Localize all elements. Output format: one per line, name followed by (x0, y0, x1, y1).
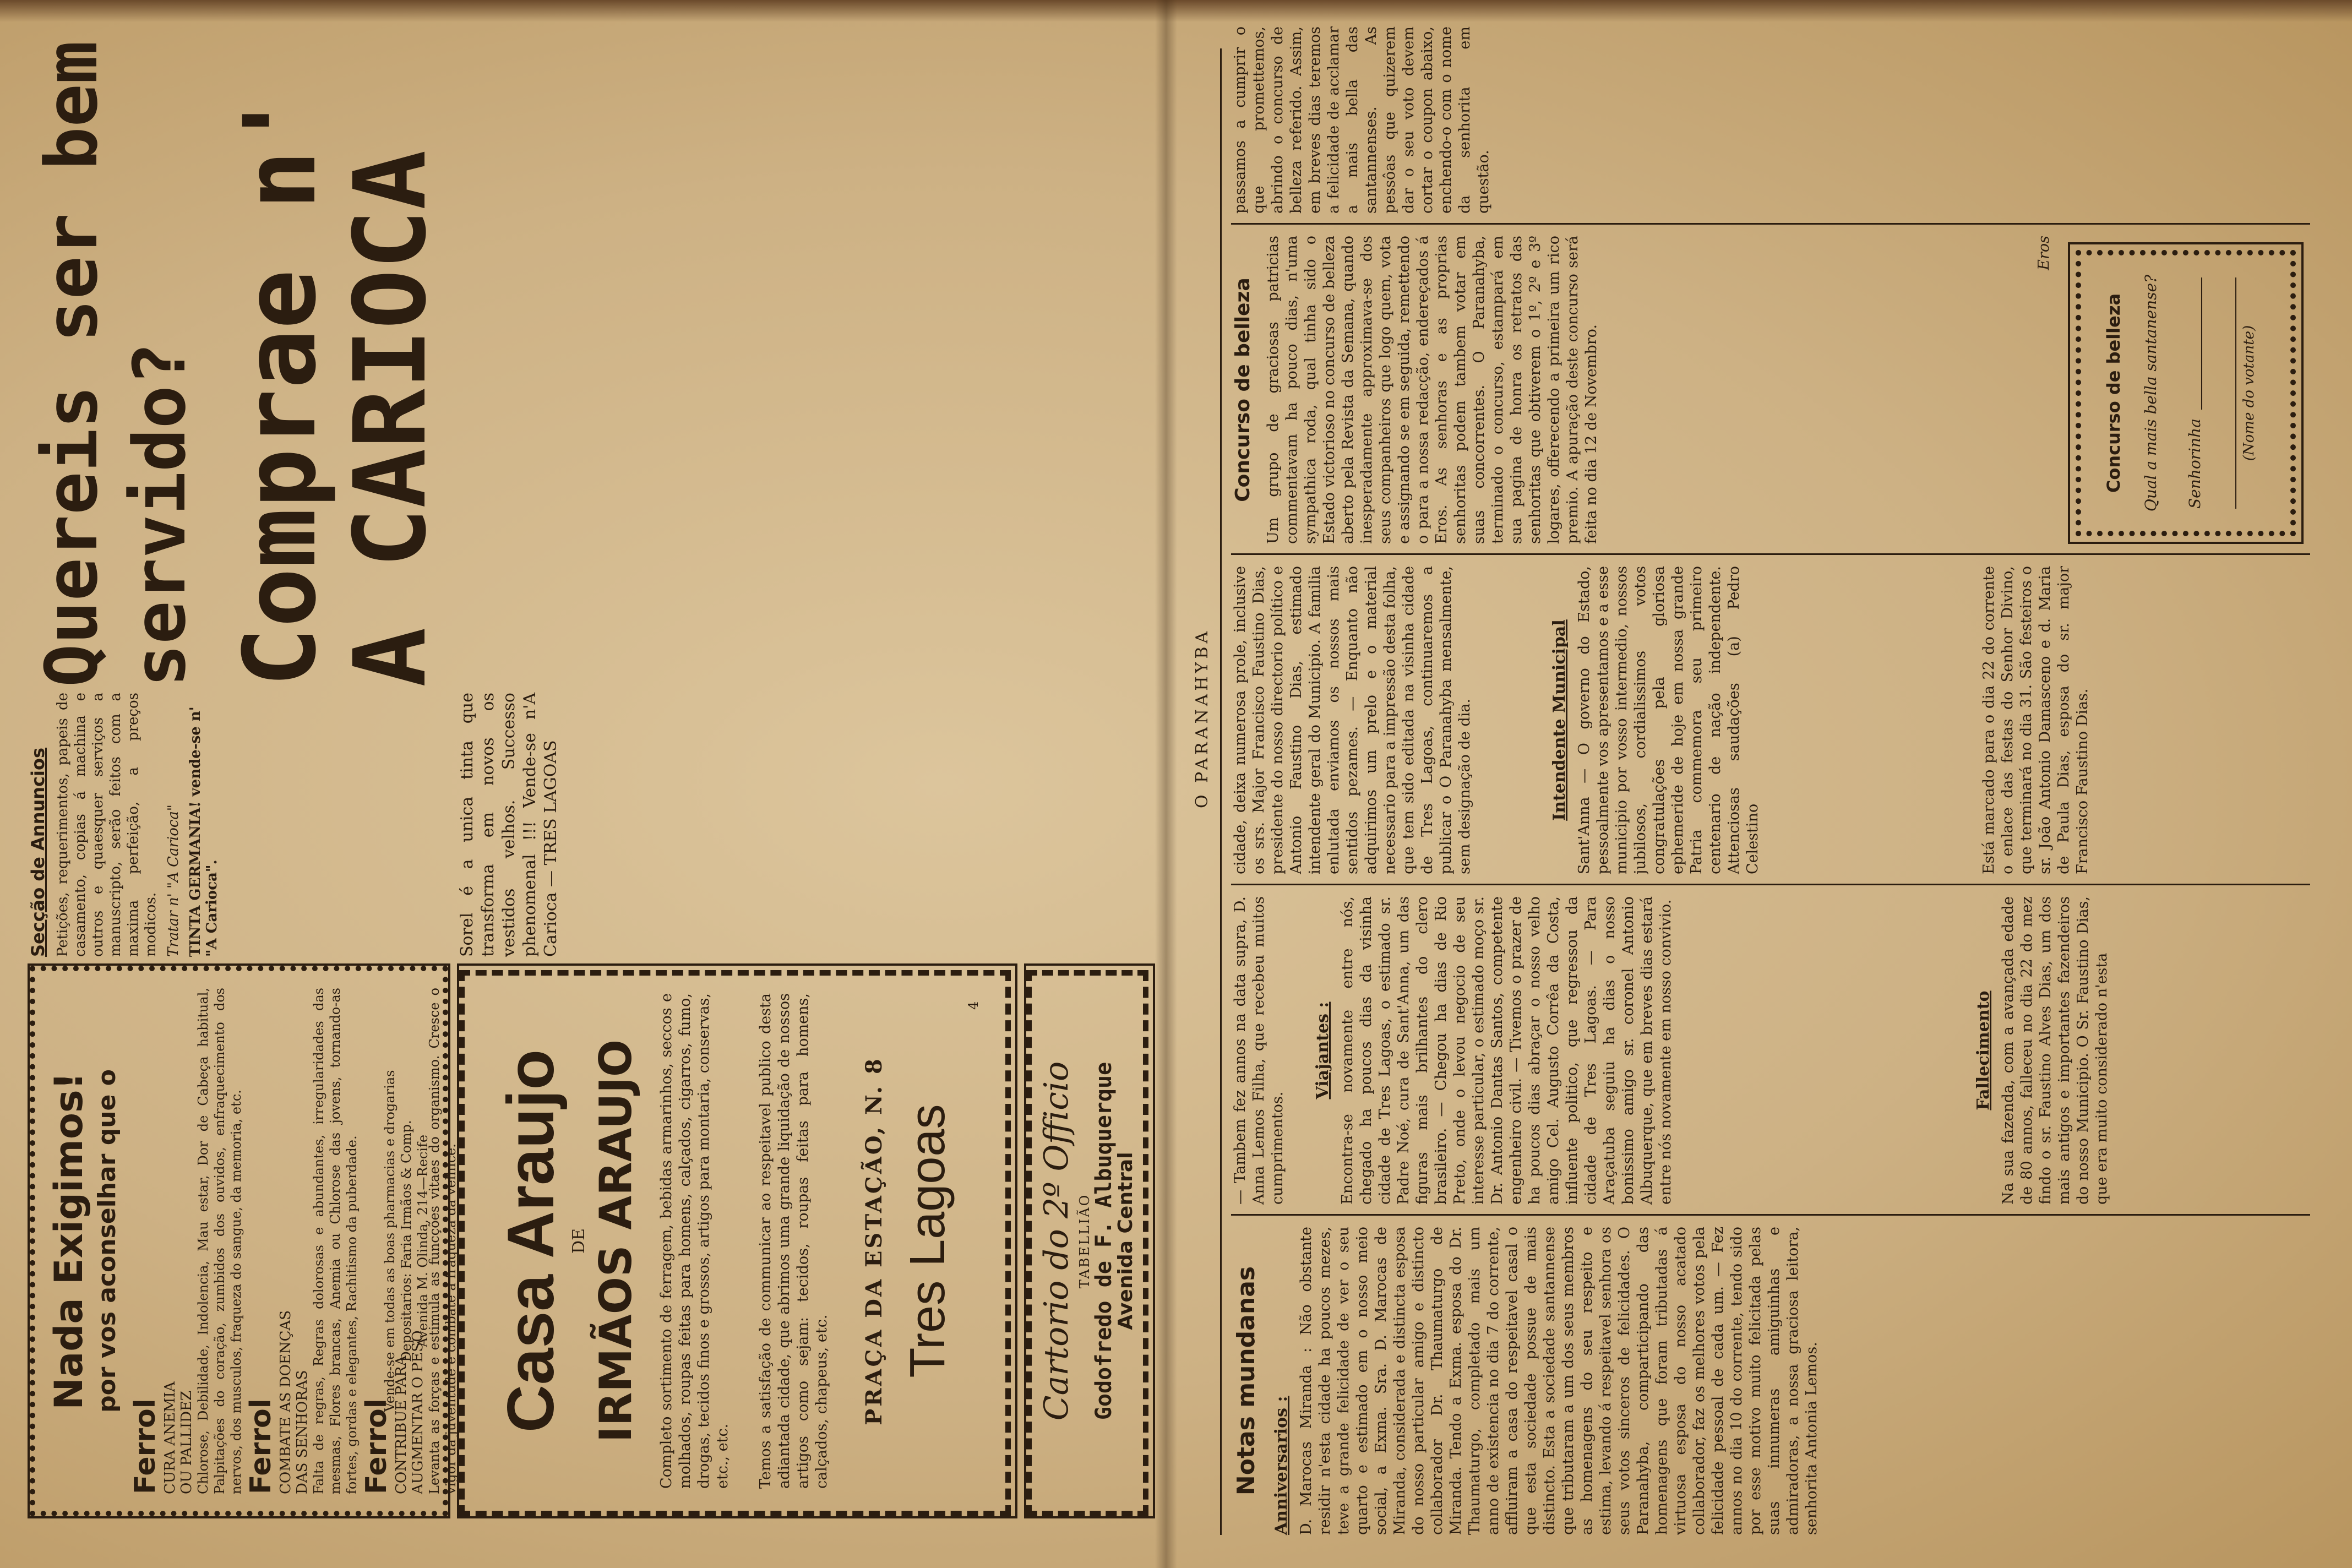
coupon-votante: (Nome do votante) (2241, 325, 2257, 461)
viajantes-text: Encontra-se novamente entre nós, chegado ha poucos dias da visinha cidade de Tres Lagoas, o estimado sr. Padre Noé, cura de Sant'Anna, um das figuras mais brilhantes do clero brasileiro. — Chegou ha dias de Rio Preto, onde o levou negocio de seu interesse particular, o estimado moço sr. Dr. Antonio Dantas Santos, competente engenheiro civil. — Tivemos o prazer de ha poucos dias abraçar o nosso velho amigo Cel. Augusto Corrêa da Costa, influente politico, que regressou da cidade de Tres Lagoas. — Para Araçatuba seguiu ha dias o nosso bonissimo amigo sr. coronel Antonio Albuquerque, que em breves dias estará entre nós novamente em nosso convivio. (1339, 896, 1674, 1205)
column-rule (1231, 553, 2310, 555)
secao-title: Secção de Annuncios (28, 747, 48, 957)
casa-owner: IRMÃOS ARAUJO (590, 1039, 641, 1443)
ferrol-brand: Ferrol (129, 1398, 162, 1494)
column-rule (1231, 1214, 2310, 1216)
ferrol-vende: Vende-se em todas as boas pharmacias e drogarias (382, 1070, 398, 1412)
coupon-line (2235, 277, 2236, 509)
col3-text: cidade, deixa numerosa prole, inclusive os srs. Major Francisco Faustino Dias, presidente do nosso directorio político e Antonio Faustino Dias, estimado intendente geral do Municipio. A familia enlutada enviamos os nossos mais sentidos pezames. — Enquanto não adquirimos um prelo e o material necessario para a impressão desta folha, que tem sido editada na visinha cidade de Tres Lagoas, continuaremos a publicar o O Paranahyba mensalmente, sem designação de dia. (1232, 566, 1473, 874)
coupon-question: Qual a mais bella santanense? (2142, 274, 2160, 512)
concurso-extra: passamos a cumprir o que promettemos, abrindo o concurso de belleza referido. Assim, em breves dias teremos a felicidade de acclamar a mais bella das santannenses. As pessôas que quizerem dar o seu voto devem cortar o coupon abaixo, enchendo-o com o nome da senhorita em questão. (1232, 26, 1492, 214)
ferrol-contribue2: AUGMENTAR O PESO (410, 1330, 426, 1494)
notas-title: Notas mundanas (1232, 1266, 1260, 1496)
ferrol-cura2: OU PALLIDEZ (178, 1390, 195, 1494)
casa-num: 4 (966, 1001, 981, 1010)
ferrol-text3: Levanta as forças e estimula as funcções vitaes do organismo. Cresce o vigor da juventude e combate a fraqueza da velhice. (427, 988, 459, 1494)
coupon-line (2201, 277, 2202, 410)
carioca-ad (28, 26, 1151, 687)
concurso-signature: Eros (2035, 236, 2052, 270)
right-half (1176, 0, 2352, 1568)
ferrol-combate1: COMBATE AS DOENÇAS (277, 1310, 294, 1494)
intendente-text: Sant'Anna — O governo do Estado, pessoalmente vos apresentamos e a esse municipio por vosso intermedio, nossos jubilosos, cordialissimos votos congratulações pela gloriosa ephemeride de hoje em nossa grande Patria commemora seu primeiro centenario de nação independente. Attenciosas saudações (a) Pedro Celestino (1576, 566, 1761, 874)
secao-tinta: TINTA GERMANIA! vende-se n' "A Carioca". (187, 706, 220, 957)
ferrol-brand3: Ferrol (360, 1398, 393, 1494)
casa-title: Casa Araujo (494, 1049, 568, 1433)
casa-de: DE (569, 1228, 589, 1254)
ferrol-text1: Chlorose, Debilidade, Indolencia, Mau estar, Dor de Cabeça habitual, Palpitações do coração, zumbidos dos ouvidos, enfraquecimento dos nervos, dos musculos, fraqueza do sangue, da memoria, etc. (195, 988, 244, 1494)
carioca-line1: Quereis ser bem servido? (30, 41, 202, 687)
carioca-line2: Comprae n' A CARIOCA (223, 90, 448, 687)
casa-address: PRAÇA DA ESTAÇÃO, N. 8 (861, 1057, 887, 1425)
aniversarios-text: D. Marocas Miranda : Não obstante residir n'esta cidade ha poucos mezes, teve a grande felicidade de ver o seu quarto e estimado em o nosso meio social, a Exma. Sra. D. Marocas de Miranda, considerada e distincta esposa do nosso particular amigo e distincto collaborador Dr. Thaumaturgo de Miranda. Tendo a Exma. esposa do Dr. Thaumaturgo, completado mais um anno de existencia no dia 7 do corrente, affluiram a casa do respeitavel casal o que esta sociedade possue de mais distincto. Esta a sociedade santannense que tributaram a um dos seus membros as homenagens do seu respeito e estima, levando á respeitavel senhora os seus votos sinceros de felicidades. O Paranahyba, comparticipando das homenagens que foram tributadas á virtuosa esposa do nosso acatado collaborador, faz os melhores votos pela felicidade pessoal de cada um. — Fez annos no dia 10 do corrente, tendo sido por esse motivo muito felicitada pelas suas innumeras amiguinhas e admiradoras, a nossa graciosa leitora, senhorita Antonia Lemos. (1298, 1227, 1820, 1535)
header-rule (1220, 48, 1222, 1535)
casa-city: Tres Lagoas (900, 1104, 955, 1378)
ferrol-text2: Falta de regras, Regras dolorosas e abundantes, irregularidades das mesmas, Flores brancas, Anemia ou Chlorose das jovens, tornando-as fortes, gordas e elegantes, Rachitismo da puberdade. (311, 988, 360, 1494)
sorel-text: Sorel é a unica tinta que transforma em novos os vestidos velhos. Successo phenomenal !!! Vende-se n'A Carioca — TRES LAGOAS (458, 693, 560, 957)
concurso-text: Um grupo de graciosas patricias commentavam ha pouco dias, n'uma sympathica roda, qual tinha sido o Estado victorioso no concurso de belleza aberto pela Revista da Semana, quando inesperadamente approximava-se dos seus companheiros que logo quem, vota e assignando se em seguida, remettendo o para a nossa redacção, endereçados á Eros. As senhoras e as proprias senhoritas podem tambem votar em suas concorrentes. O Paranahyba, terminado o concurso, estampará em sua pagina de honra os retratos das senhoritas que obtiverem o 1º, 2º e 3º logares, offerecendo a primeira um rico premio. A apuração deste concurso será feita no dia 12 de Novembro. (1265, 236, 1600, 544)
coupon-senhorinha: Senhorinha (2186, 418, 2204, 509)
column-rule (1231, 884, 2310, 885)
viajantes-title: Viajantes : (1313, 1001, 1332, 1099)
cartorio-name: Godofredo de F. Albuquerque (1091, 1061, 1117, 1420)
col2-text: — Tambem fez annos na data supra, D. Anna Lemos Filha, que recebeu muitos cumprimentos. (1232, 896, 1286, 1205)
coupon-title: Concurso de belleza (2103, 293, 2124, 493)
secao-text: Petições, requerimentos, papeis de casamento, copias á machina e outros e quaesquer serviços a manuscripto, serão feitos com a maxima perfeição, a preços modicos. (55, 693, 159, 957)
ferrol-ad (28, 963, 459, 1518)
cartorio-title: Cartorio do 2º Officio (1037, 1061, 1076, 1421)
page-header: O PARANAHYBA (1193, 628, 1212, 808)
aniversarios-title: Anniversarios : (1272, 1396, 1291, 1535)
ferrol-brand2: Ferrol (244, 1398, 277, 1494)
casamento-text: Está marcado para o dia 22 do corrente o enlace das festas do Senhor Divino, que terminará no dia 31. São festeiros o sr. João Antonio Damasceno e d. Maria de Paula Dias, esposa do sr. major Francisco Faustino Dias. (1980, 566, 2091, 874)
ferrol-combate2: DAS SENHORAS (294, 1370, 311, 1494)
concurso-coupon[interactable] (2068, 242, 2304, 544)
cartorio-role: TABELLIÃO (1077, 1193, 1092, 1289)
casa-text1: Completo sortimento de ferragem, bebidas armarinhos, seccos e molhados, roupas feitas para homens, calçados, cigarros, fumo, drogas, tecidos finos e grossos, artigos para montaria, conservas, etc., etc. (658, 993, 731, 1489)
ferrol-sub: por vos aconselhar que o (93, 1069, 121, 1413)
cartorio-ad (1024, 963, 1155, 1518)
ferrol-headline: Nada Exigimos! (46, 1072, 91, 1410)
ferrol-cura1: CURA ANEMIA (162, 1381, 178, 1494)
falecimento-title: Fallecimento (1974, 990, 1993, 1110)
sorel-ad (457, 693, 1151, 957)
concurso-title: Concurso de belleza (1232, 277, 1254, 502)
secao-trata: Tratar n' "A Carioca" (165, 804, 182, 957)
column-rule (1231, 223, 2310, 225)
falecimento-text: Na sua fazenda, com a avançada edade de 80 annos, falleceu no dia 22 do mez findo o sr. Faustino Alves Dias, um dos mais antigos e importantes fazendeiros do nosso Municipio. O Sr. Faustino Dias, que era muito considerado n'esta (2000, 896, 2110, 1205)
secao-anuncios (28, 693, 446, 957)
ferrol-dep2: Avenida M. Olinda, 214—Recife (415, 1134, 431, 1348)
intendente-title: Intendente Municipal (1550, 619, 1569, 821)
casa-araujo-ad (457, 963, 1017, 1518)
ferrol-contribue1: CONTRIBUE PARA (393, 1355, 410, 1494)
ferrol-dep1: Depositarios: Faria Irmãos & Comp. (399, 1120, 414, 1362)
cartorio-street: Avenida Central (1114, 1152, 1137, 1330)
casa-text2: Temos a satisfação de communicar ao respeitavel publico desta adiantada cidade, que abrimos uma grande liquidação de nossos artigos como sejam: tecidos, roupas feitas para homens, calçados, chapeus, etc. (757, 993, 830, 1489)
